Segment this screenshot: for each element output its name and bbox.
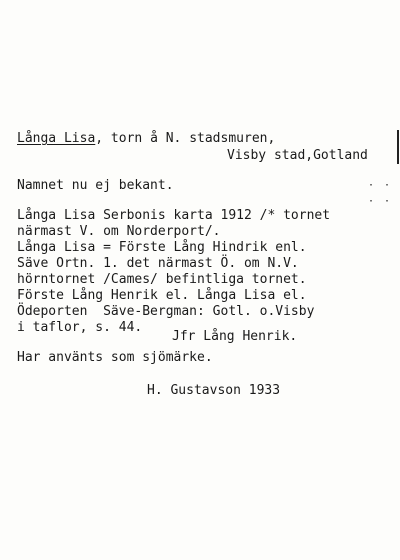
usage-note: Har använts som sjömärke.	[17, 350, 213, 365]
place-description: , torn å N. stadsmuren,	[95, 131, 276, 146]
body-line-8: i taflor, s. 44.	[17, 320, 143, 335]
card-heading	[17, 131, 275, 147]
body-line-2: närmast V. om Norderport/.	[17, 224, 221, 239]
body-line-5: hörntornet /Cames/ befintliga tornet.	[17, 272, 307, 287]
signature: H. Gustavson 1933	[147, 383, 281, 398]
body-line-6: Förste Lång Henrik el. Långa Lisa el.	[17, 288, 307, 303]
place-name: Långa Lisa	[17, 131, 96, 146]
body-line-1: Långa Lisa Serbonis karta 1912 /* tornet	[17, 208, 331, 223]
edge-mark	[397, 130, 399, 164]
body-line-7: Ödeporten Säve-Bergman: Gotl. o.Visby	[17, 304, 315, 319]
body-line-3: Långa Lisa = Förste Lång Hindrik enl.	[17, 240, 307, 255]
body-line-4: Säve Ortn. 1. det närmast Ö. om N.V.	[17, 256, 299, 271]
stray-marks: · · · ·	[368, 180, 393, 207]
place-location: Visby stad,Gotland	[227, 148, 368, 163]
cross-reference: Jfr Lång Henrik.	[172, 329, 298, 344]
name-status: Namnet nu ej bekant.	[17, 178, 174, 193]
